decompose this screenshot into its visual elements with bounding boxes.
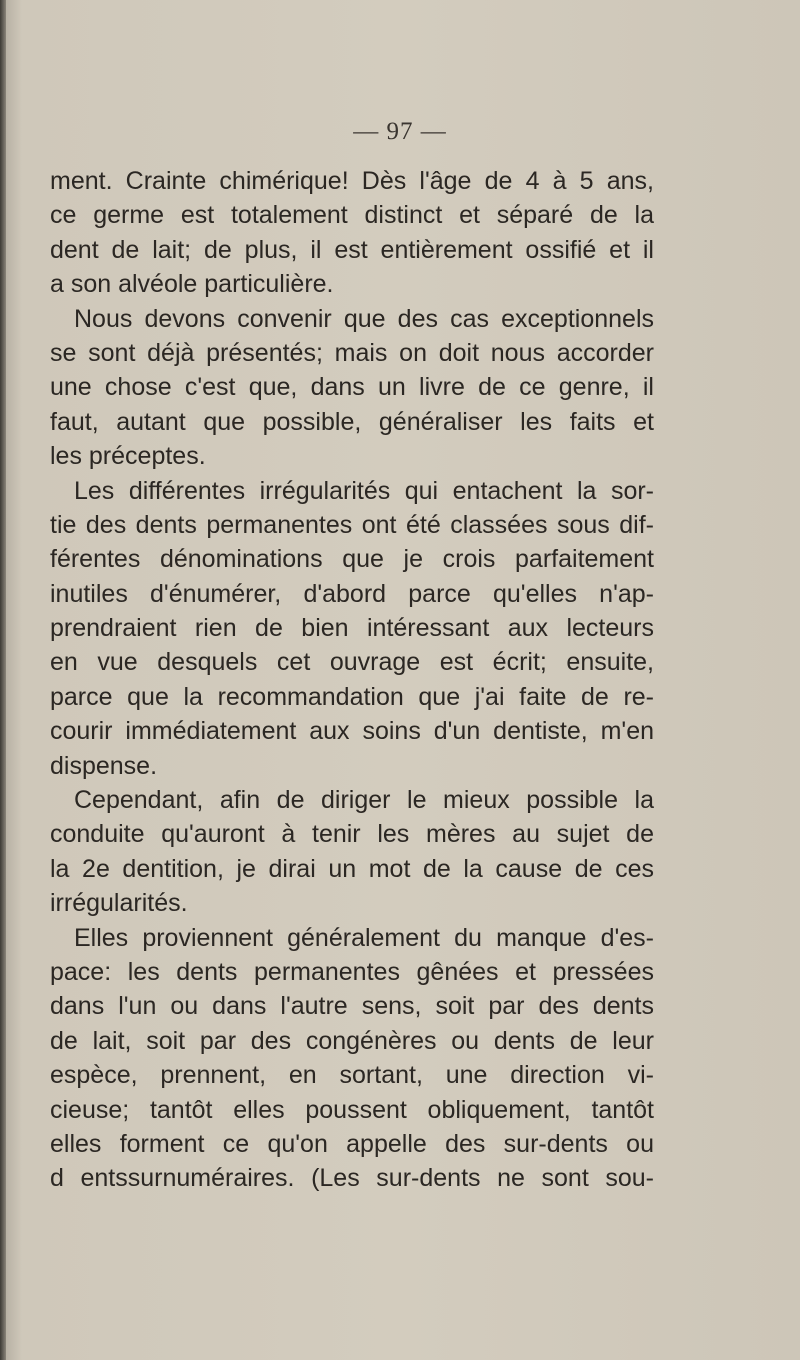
text-line: Elles proviennent généralement du manque d'es- xyxy=(74,923,654,952)
text-line: ce germe est totalement distinct et séparé de la xyxy=(50,201,654,230)
text-line: parce que la recommandation que j'ai faite de re- xyxy=(50,682,654,711)
text-line: de lait, soit par des congénères ou dents de leur xyxy=(50,1026,654,1055)
text-line: Nous devons convenir que des cas exceptionnels xyxy=(74,304,654,333)
text-line: faut, autant que possible, généraliser les faits et xyxy=(50,407,654,436)
text-line: espèce, prennent, en sortant, une direction vi- xyxy=(50,1061,654,1090)
text-line: cieuse; tantôt elles poussent obliquement, tantôt xyxy=(50,1095,654,1124)
text-line: prendraient rien de bien intéressant aux lecteurs xyxy=(50,614,654,643)
text-line: en vue desquels cet ouvrage est écrit; ensuite, xyxy=(50,648,654,677)
text-line: se sont déjà présentés; mais on doit nous accorder xyxy=(50,338,654,367)
text-line: elles forment ce qu'on appelle des sur-dents ou xyxy=(50,1129,654,1158)
text-line: conduite qu'auront à tenir les mères au sujet de xyxy=(50,820,654,849)
text-line: d entssurnuméraires. (Les sur-dents ne sont sou- xyxy=(50,1164,654,1193)
text-line: irrégularités. xyxy=(50,889,188,918)
text-line: courir immédiatement aux soins d'un dentiste, m'en xyxy=(50,717,654,746)
text-line: les préceptes. xyxy=(50,442,206,471)
text-line: pace: les dents permanentes gênées et pressées xyxy=(50,957,654,986)
text-line: inutiles d'énumérer, d'abord parce qu'elles n'ap- xyxy=(50,579,654,608)
text-line: dans l'un ou dans l'autre sens, soit par des dents xyxy=(50,992,654,1021)
text-line: a son alvéole particulière. xyxy=(50,270,334,299)
text-line: Cependant, afin de diriger le mieux possible la xyxy=(74,786,654,815)
text-line: une chose c'est que, dans un livre de ce genre, il xyxy=(50,373,654,402)
text-line: dent de lait; de plus, il est entièrement ossifié et il xyxy=(50,235,654,264)
book-binding-edge xyxy=(0,0,6,1360)
body-text xyxy=(50,164,654,1196)
text-line: la 2e dentition, je dirai un mot de la cause de ces xyxy=(50,854,654,883)
text-line: dispense. xyxy=(50,751,158,780)
text-line: ment. Crainte chimérique! Dès l'âge de 4 à 5 ans, xyxy=(50,167,654,195)
page-number: — 97 — xyxy=(353,118,447,145)
text-line: Les différentes irrégularités qui entachent la sor- xyxy=(74,476,654,505)
text-line: tie des dents permanentes ont été classées sous dif- xyxy=(50,510,654,539)
text-line: férentes dénominations que je crois parfaitement xyxy=(50,545,654,574)
